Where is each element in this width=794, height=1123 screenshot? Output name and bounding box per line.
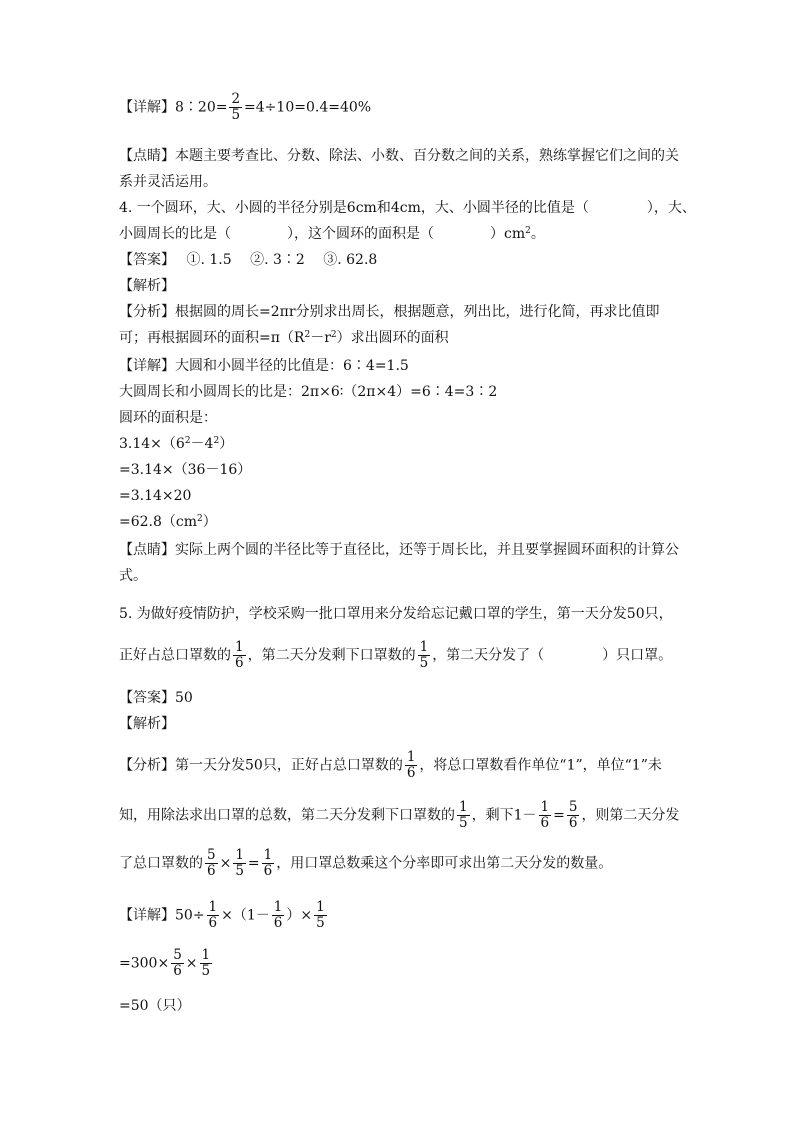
text: ×（1－ (221, 907, 270, 924)
text: × (219, 855, 232, 872)
fraction (200, 948, 213, 979)
analysis-line-cont (119, 328, 449, 348)
calc-line (119, 512, 217, 532)
fraction (272, 900, 285, 931)
remark-line: 【点睛】本题主要考查比、分数、除法、小数、百分数之间的关系，熟练掌握它们之间的关 (119, 148, 679, 164)
text: ，第二天分发剩下口罩数的 (247, 647, 416, 664)
denominator: 6 (540, 815, 550, 831)
denominator: 6 (208, 915, 218, 931)
fraction (457, 800, 470, 831)
denominator: 5 (419, 655, 429, 671)
denominator: 6 (235, 655, 244, 671)
superscript: 2 (304, 330, 311, 340)
text: =4÷10=0.4=40% (244, 99, 372, 116)
fraction (171, 948, 184, 979)
remark-line-cont: 式。 (119, 568, 147, 584)
superscript: 2 (330, 330, 337, 340)
analysis-line: 【分析】根据圆的周长=2πr分别求出周长，根据题意，列出比，进行化简，再求比值即 (119, 304, 660, 320)
numerator: 1 (235, 847, 244, 863)
question-4-line-1 (119, 198, 696, 218)
superscript: 2 (525, 226, 531, 236)
text: ，第二天分发了（ (432, 647, 545, 664)
fraction (262, 848, 275, 879)
text: ，将总口罩数看作单位“1”，单位“1”未 (419, 757, 662, 774)
remark-line-cont: 系并灵活运用。 (119, 174, 217, 190)
numerator: 1 (459, 799, 468, 815)
superscript: 2 (197, 514, 203, 524)
denominator: 5 (231, 107, 241, 123)
denominator: 6 (406, 765, 416, 781)
text: ，剩下1－ (471, 807, 537, 824)
text: ），这个圆环的面积是（ (287, 226, 434, 242)
question-5-line-2 (119, 640, 672, 671)
fraction (229, 92, 242, 123)
numerator: 1 (235, 639, 244, 655)
numerator: 1 (406, 749, 416, 765)
numerator: 1 (419, 639, 429, 655)
question-4-line-2 (119, 224, 545, 244)
fraction (539, 800, 552, 831)
denominator: 5 (235, 863, 244, 879)
text: 知，用除法求出口罩的总数，第二天分发剩下口罩数的 (119, 807, 455, 824)
calc-line: =3.14×20 (119, 488, 192, 504)
text: ）只口罩。 (602, 647, 673, 664)
calc-line (119, 434, 233, 454)
denominator: 6 (273, 915, 283, 931)
text: 4. 一个圆环，大、小圆的半径分别是6cm和4cm，大、小圆半径的比值是（ (119, 200, 589, 216)
analysis-line (119, 750, 662, 781)
detail-line: 【详解】大圆和小圆半径的比值是：6∶4=1.5 (119, 358, 409, 374)
text: ）求出圆环的面积 (336, 330, 449, 346)
fraction (567, 800, 580, 831)
text: －r (310, 330, 331, 346)
detail-line (119, 900, 329, 931)
superscript: 2 (213, 436, 220, 446)
fraction (233, 848, 246, 879)
fraction (405, 750, 418, 781)
text: 。 (530, 226, 545, 242)
numerator: 5 (207, 847, 216, 863)
calc-line (119, 948, 214, 979)
fraction (233, 640, 246, 671)
numerator: 2 (231, 91, 241, 107)
text: 3.14×（6 (119, 436, 185, 452)
text: 【详解】50÷ (119, 907, 205, 924)
text: ，则第二天分发 (581, 807, 680, 824)
denominator: 5 (201, 963, 211, 979)
text: 【详解】8∶20= (119, 99, 228, 116)
analysis-line (119, 800, 679, 831)
text: ）× (286, 907, 313, 924)
calc-line: =50（只） (119, 998, 191, 1014)
answer-line: 【答案】50 (119, 690, 193, 706)
fraction (205, 848, 218, 879)
text: ） (219, 436, 234, 452)
denominator: 5 (316, 915, 325, 931)
text: ） (202, 514, 217, 530)
detail-line: 圆环的面积是： (119, 410, 217, 426)
text: ），大、 (646, 200, 696, 216)
text: ）cm (490, 226, 526, 242)
text: × (185, 955, 198, 972)
detail-line: 大圆周长和小圆周长的比是：2π×6∶（2π×4）=6∶4=3∶2 (119, 384, 498, 400)
solution-detail-line (119, 92, 371, 123)
denominator: 6 (173, 963, 182, 979)
analysis-line (119, 848, 612, 879)
text: 小圆周长的比是（ (119, 226, 231, 242)
text: 【分析】第一天分发50只，正好占总口罩数的 (119, 757, 403, 774)
fraction (314, 900, 327, 931)
denominator: 5 (459, 815, 468, 831)
calc-line: =3.14×（36－16） (119, 462, 252, 478)
text: 正好占总口罩数的 (119, 647, 231, 664)
denominator: 6 (568, 815, 578, 831)
analysis-heading: 【解析】 (119, 278, 175, 294)
text: =300× (119, 955, 170, 972)
fraction (418, 640, 431, 671)
fraction (207, 900, 220, 931)
numerator: 1 (273, 899, 283, 915)
question-5-line-1: 5. 为做好疫情防护，学校采购一批口罩用来分发给忘记戴口罩的学生，第一天分发50只， (119, 606, 673, 622)
text: －4 (190, 436, 214, 452)
denominator: 6 (207, 863, 216, 879)
denominator: 6 (263, 863, 273, 879)
numerator: 1 (201, 947, 211, 963)
numerator: 1 (263, 847, 273, 863)
text: = (247, 855, 260, 872)
text: = (553, 807, 565, 824)
text: 可；再根据圆环的面积=π（R (119, 330, 305, 346)
numerator: 1 (208, 899, 218, 915)
analysis-heading: 【解析】 (119, 716, 175, 732)
numerator: 1 (540, 799, 550, 815)
text: ，用口罩总数乘这个分率即可求出第二天分发的数量。 (276, 855, 613, 872)
numerator: 5 (173, 947, 182, 963)
numerator: 5 (568, 799, 578, 815)
superscript: 2 (184, 436, 191, 446)
text: 了总口罩数的 (119, 855, 203, 872)
answer-line: 【答案】 ①. 1.5 ②. 3∶2 ③. 62.8 (119, 252, 378, 268)
remark-line: 【点睛】实际上两个圆的半径比等于直径比，还等于周长比，并且要掌握圆环面积的计算公 (119, 542, 679, 558)
numerator: 1 (316, 899, 325, 915)
text: =62.8（cm (119, 514, 198, 530)
